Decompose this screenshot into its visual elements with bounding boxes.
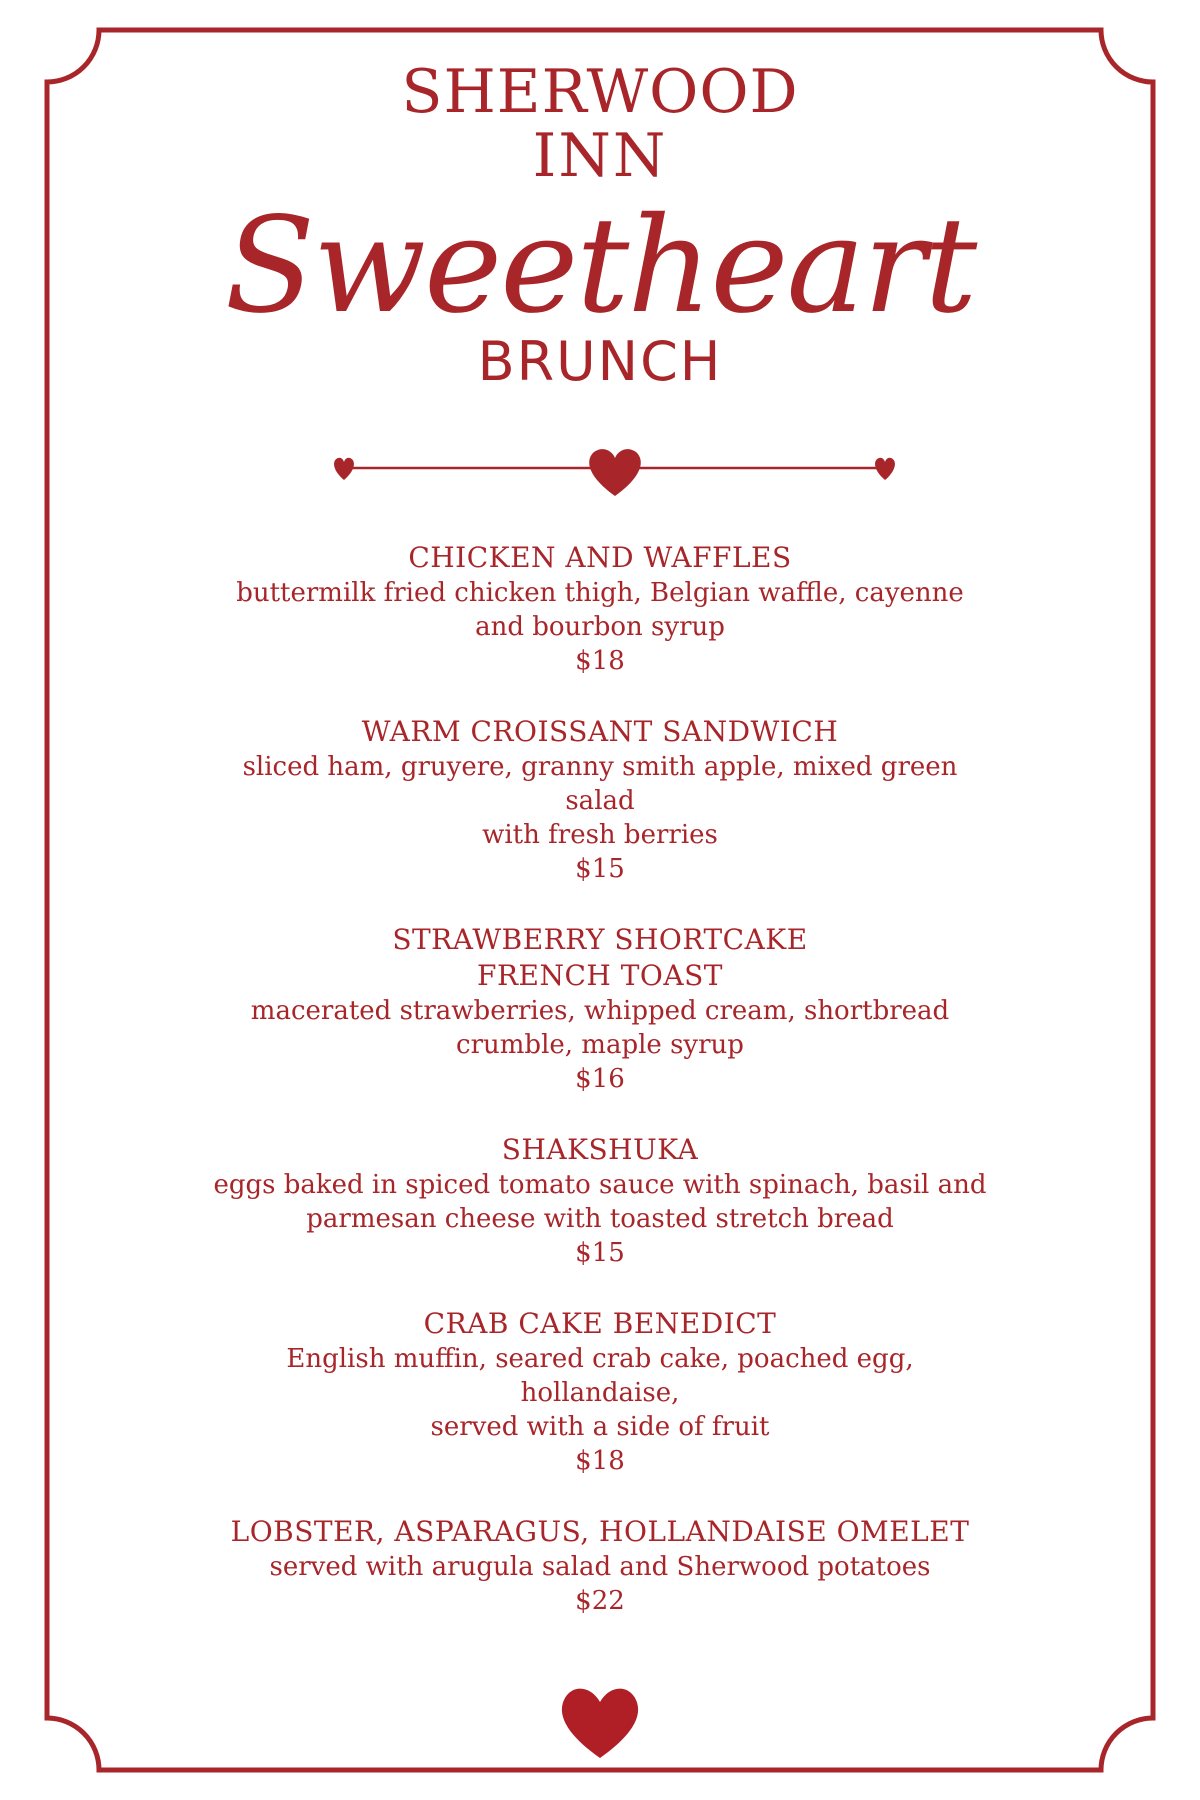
heart-icon — [555, 1680, 645, 1760]
menu-subtitle: BRUNCH — [477, 330, 723, 393]
menu-item — [160, 1306, 1040, 1478]
menu-item-price: $22 — [575, 1586, 625, 1616]
menu-item-name: WARM CROISSANT SANDWICH — [361, 715, 839, 748]
restaurant-name-line2: INN — [532, 121, 668, 191]
menu-item-name: STRAWBERRY SHORTCAKE FRENCH TOAST — [392, 923, 808, 992]
menu-item-description: served with arugula salad and Sherwood potatoes — [269, 1552, 931, 1582]
menu-item-description: buttermilk fried chicken thigh, Belgian waffle, cayenne and bourbon syrup — [236, 578, 964, 642]
menu-item — [160, 1132, 1040, 1270]
restaurant-name-line1: SHERWOOD — [401, 57, 799, 127]
heart-shape — [562, 1689, 638, 1758]
menu-title: Sweetheart — [224, 189, 976, 343]
menu-item — [160, 714, 1040, 886]
menu-item-description: English muffin, seared crab cake, poached egg, hollandaise, served with a side of fruit — [286, 1344, 914, 1442]
menu-item — [160, 922, 1040, 1096]
small-heart-right-icon — [875, 458, 895, 480]
menu-item-description: eggs baked in spiced tomato sauce with spinach, basil and parmesan cheese with toasted stretch bread — [213, 1170, 987, 1234]
large-heart-center-icon — [589, 449, 641, 496]
menu-item-price: $15 — [575, 854, 625, 884]
menu-item-name: LOBSTER, ASPARAGUS, HOLLANDAISE OMELET — [230, 1515, 970, 1548]
menu-item-description: sliced ham, gruyere, granny smith apple, mixed green salad with fresh berries — [242, 752, 958, 850]
menu-item — [160, 540, 1040, 678]
menu-item — [160, 1514, 1040, 1618]
menu-item-price: $18 — [575, 1446, 625, 1476]
menu-item-name: CHICKEN AND WAFFLES — [408, 541, 792, 574]
menu-item-price: $15 — [575, 1238, 625, 1268]
menu-items-list — [160, 540, 1040, 1654]
heart-divider-icon — [330, 440, 900, 500]
menu-item-description: macerated strawberries, whipped cream, shortbread crumble, maple syrup — [250, 996, 950, 1060]
menu-item-price: $16 — [575, 1064, 625, 1094]
menu-item-name: CRAB CAKE BENEDICT — [423, 1307, 777, 1340]
menu-item-name: SHAKSHUKA — [501, 1133, 699, 1166]
small-heart-left-icon — [334, 458, 354, 480]
menu-item-price: $18 — [575, 646, 625, 676]
